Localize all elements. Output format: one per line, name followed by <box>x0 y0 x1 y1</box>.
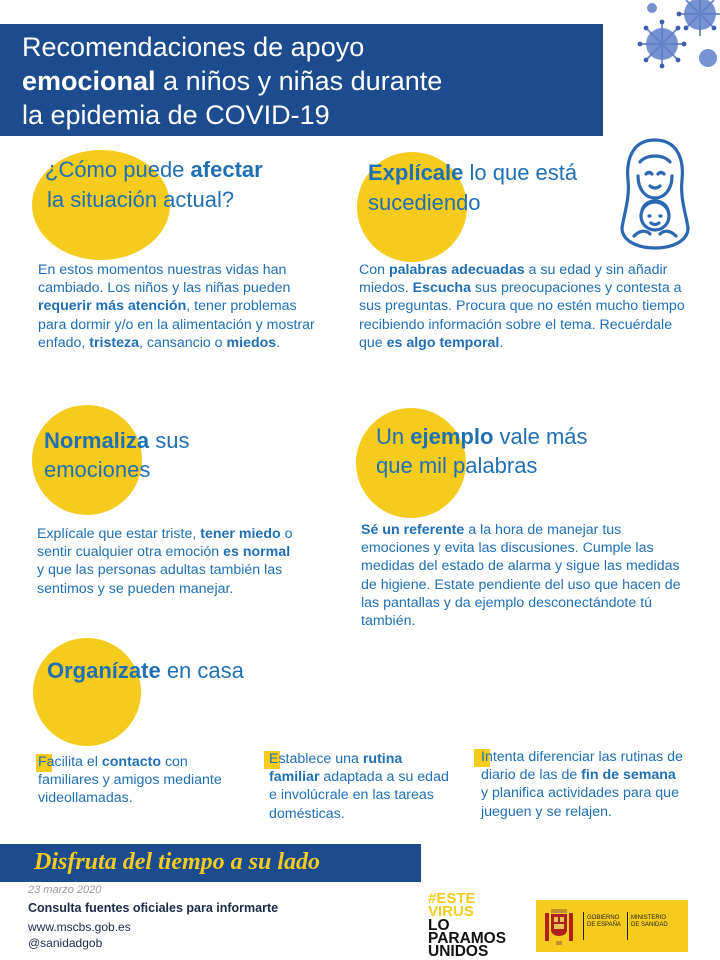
emphasis-text: es normal <box>223 544 291 561</box>
heading-ejemplo-bold: ejemplo <box>410 424 494 449</box>
body-text: Establece una <box>269 751 363 767</box>
heading-normaliza-rest: sus <box>149 428 190 453</box>
campaign-hashtag-1: #ESTE <box>428 890 476 907</box>
gov-label-2: DE ESPAÑA <box>587 922 621 928</box>
emphasis-text: palabras adecuadas <box>388 262 525 278</box>
body-text: Intenta diferenciar las rutinas de diario de las de <box>481 749 683 784</box>
campaign-hashtag-2: VIRUS <box>428 903 474 920</box>
title-line-3: la epidemia de COVID-19 <box>22 100 330 130</box>
emphasis-text: fin de semana <box>581 767 676 784</box>
heading-explicale-bold: Explícale <box>368 160 464 185</box>
slogan: Disfruta del tiempo a su lado <box>34 849 321 875</box>
body-text: y que las personas adultas también las sentimos y se pueden manejar. <box>37 562 283 597</box>
heading-organizate-bold: Organízate <box>47 658 161 683</box>
title-line-1: Recomendaciones de apoyo <box>22 32 365 62</box>
website-link[interactable]: www.mscbs.gob.es <box>28 920 131 934</box>
tip-fin-de-semana <box>481 748 686 821</box>
body-text: a la hora de manejar tus emociones y evita las discusiones. Cumple las medidas del estado de alarma y sigue las medidas de higiene. Estate pendiente del uso que hacen de las pantallas y da ejemplo desconectándote tú también. <box>361 522 681 630</box>
body-text: sus preocupaciones y contesta a sus preguntas. Procura que no estén mucho tiempo recibiendo información sobre el tema. Recuérdale que <box>359 280 685 351</box>
heading-afectar-line2: la situación actual? <box>47 187 235 212</box>
heading-ejemplo-line1 <box>376 422 588 452</box>
heading-afectar-bold: afectar <box>190 157 263 182</box>
heading-normaliza-bold: Normaliza <box>44 428 150 453</box>
gov-divider-2 <box>627 912 628 940</box>
emphasis-text: Sé un referente <box>361 522 465 538</box>
ministry-label-2: DE SANIDAD <box>631 922 668 928</box>
title-line-2 <box>22 64 442 98</box>
paragraph-ejemplo <box>361 521 681 630</box>
body-text: , tener problemas para dormir y/o en la alimentación y mostrar enfado, <box>38 298 315 351</box>
heading-ejemplo-rest: vale más <box>493 424 588 449</box>
heading-organizate-rest: en casa <box>160 658 244 683</box>
emphasis-text: es algo temporal <box>386 334 500 351</box>
twitter-handle[interactable]: @sanidadgob <box>28 936 103 950</box>
gov-label-1: GOBIERNO <box>587 915 620 921</box>
body-text: En estos momentos nuestras vidas han cambiado. Los niños y las niñas pueden <box>38 262 291 297</box>
title-emphasis: emocional <box>22 66 156 96</box>
mother-child-icon <box>616 136 694 250</box>
paragraph-normaliza <box>37 525 295 598</box>
coat-of-arms-icon <box>544 905 574 947</box>
body-text: con familiares y amigos mediante videollamadas. <box>38 754 222 807</box>
body-text: Con <box>359 262 389 278</box>
body-text: , cansancio o <box>138 334 227 351</box>
body-text: . <box>276 334 281 351</box>
heading-explicale-line2: sucediendo <box>368 190 481 215</box>
gov-divider <box>583 912 584 940</box>
tip-rutina <box>269 750 449 823</box>
body-text: a su edad y sin añadir miedos. <box>359 262 668 297</box>
heading-normaliza-line1 <box>44 426 190 456</box>
body-text: o sentir cualquier otra emoción <box>37 526 293 561</box>
virus-icon <box>612 0 720 80</box>
emphasis-text: contacto <box>101 754 161 770</box>
heading-ejemplo-line2: que mil palabras <box>376 453 538 478</box>
emphasis-text: tristeza <box>89 334 139 351</box>
emphasis-text: rutina familiar <box>269 751 403 786</box>
decor-circle-organizate <box>33 638 141 746</box>
heading-afectar-pre: ¿Cómo puede <box>45 157 191 182</box>
heading-afectar-line1 <box>45 155 263 185</box>
campaign-line-lo: LO <box>428 917 450 934</box>
publish-date: 23 marzo 2020 <box>28 884 102 896</box>
heading-organizate <box>47 656 244 686</box>
title-line-2-rest: a niños y niñas durante <box>155 66 443 96</box>
heading-explicale-rest: lo que está <box>463 160 578 185</box>
heading-normaliza-line2: emociones <box>44 457 151 482</box>
emphasis-text: miedos <box>226 334 277 351</box>
paragraph-explicale <box>359 261 689 352</box>
body-text: Explícale que estar triste, <box>37 526 201 542</box>
body-text: . <box>499 334 504 351</box>
body-text: y planifica actividades para que jueguen y se relajen. <box>481 785 679 820</box>
heading-ejemplo-pre: Un <box>376 424 411 449</box>
heading-explicale-line1 <box>368 158 577 188</box>
consulta-note: Consulta fuentes oficiales para informarte <box>28 901 279 915</box>
emphasis-text: requerir más atención <box>38 298 187 315</box>
paragraph-afectar <box>38 261 318 352</box>
tip-contacto <box>38 753 238 808</box>
body-text: adaptada a su edad e involúcrale en las tareas domésticas. <box>269 769 449 822</box>
emphasis-text: tener miedo <box>200 526 281 542</box>
campaign-line-paramos: PARAMOS <box>428 930 507 947</box>
body-text: Facilita el <box>38 754 102 770</box>
emphasis-text: Escucha <box>412 280 471 297</box>
campaign-line-unidos: UNIDOS <box>428 943 489 960</box>
ministry-label-1: MINISTERIO <box>631 915 667 921</box>
